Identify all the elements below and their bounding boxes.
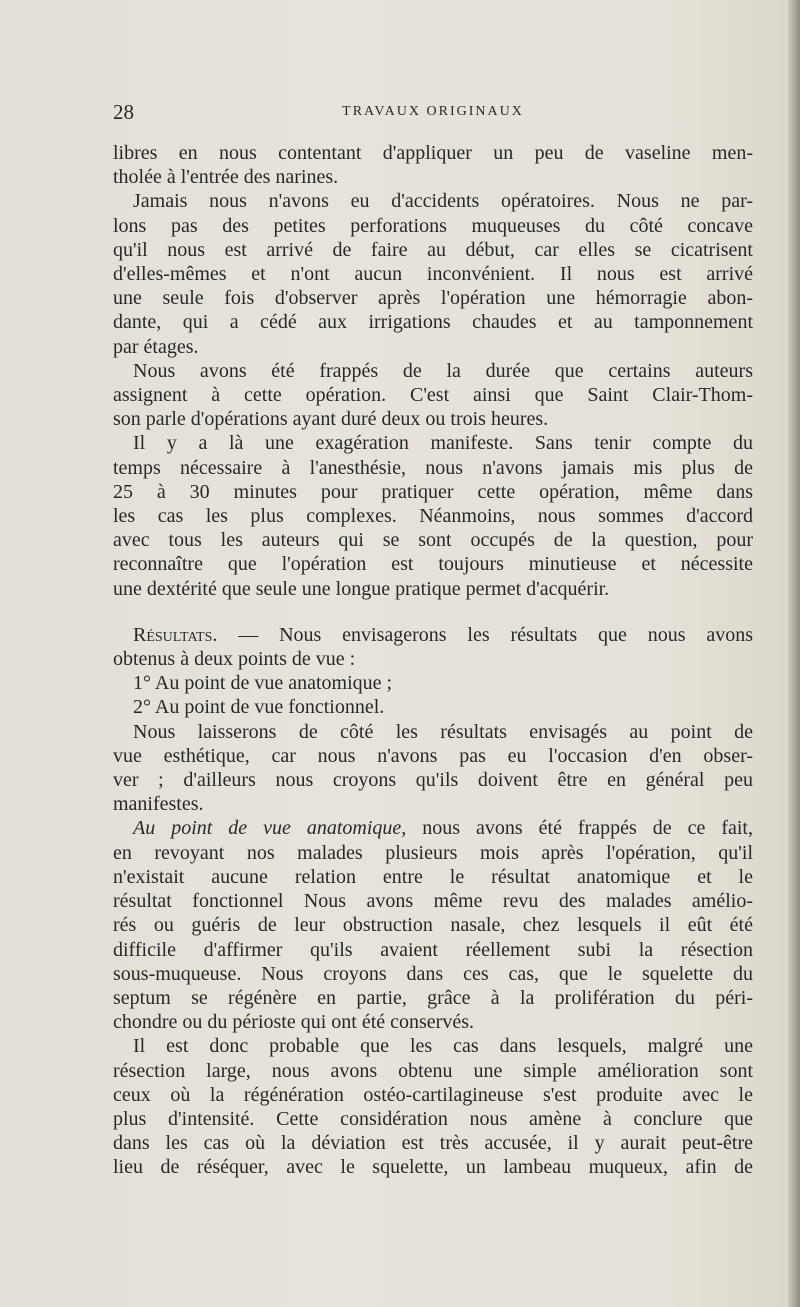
text-line: avec tous les auteurs qui se sont occupés de la question, pour xyxy=(113,529,753,552)
text-line: Nous laisserons de côté les résultats envisagés au point de xyxy=(133,720,753,743)
text-line: une seule fois d'observer après l'opération une hémorragie abon- xyxy=(113,287,753,310)
text-run: nous avons été frappés de ce fait, xyxy=(422,817,753,840)
text-line: 25 à 30 minutes pour pratiquer cette opération, même dans xyxy=(113,480,753,503)
running-title: TRAVAUX ORIGINAUX xyxy=(342,104,524,119)
text-line: résection large, nous avons obtenu une simple amélioration sont xyxy=(113,1059,753,1082)
text-line: 2° Au point de vue fonctionnel. xyxy=(133,696,385,719)
text-line: lons pas des petites perforations muqueuses du côté concave xyxy=(113,214,753,237)
text-line: Il est donc probable que les cas dans lesquels, malgré une xyxy=(133,1035,753,1058)
text-line: dante, qui a cédé aux irrigations chaudes et au tamponnement xyxy=(113,311,753,334)
text-line: Jamais nous n'avons eu d'accidents opératoires. Nous ne par- xyxy=(133,190,753,213)
text-line xyxy=(113,623,753,647)
text-line xyxy=(113,816,753,840)
text-line: tholée à l'entrée des narines. xyxy=(113,166,339,189)
text-line: plus d'intensité. Cette considération nous amène à conclure que xyxy=(113,1107,753,1130)
text-line: assignent à cette opération. C'est ainsi que Saint Clair-Thom- xyxy=(113,384,753,407)
text-line: difficile d'affirmer qu'ils avaient réellement subi la résection xyxy=(113,938,753,961)
text-line: libres en nous contentant d'appliquer un peu de vaseline men- xyxy=(113,142,753,164)
text-line: qu'il nous est arrivé de faire au début, car elles se cicatrisent xyxy=(113,238,753,261)
text-line: rés ou guéris de leur obstruction nasale, chez lesquels il eût été xyxy=(113,914,753,937)
text-run: — Nous envisagerons les résultats que nous avons xyxy=(238,623,754,646)
page-edge xyxy=(788,0,800,1307)
section-heading-resultats: Résultats. xyxy=(133,623,218,646)
text-line: par étages. xyxy=(113,335,199,358)
body-text xyxy=(113,141,753,1180)
text-line: résultat fonctionnel Nous avons même revu des malades amélio- xyxy=(113,890,753,913)
text-line: sous-muqueuse. Nous croyons dans ces cas, que le squelette du xyxy=(113,962,753,985)
text-line: d'elles-mêmes et n'ont aucun inconvénient. Il nous est arrivé xyxy=(113,263,753,286)
text-line: obtenus à deux points de vue : xyxy=(113,648,356,671)
text-line: ceux où la régénération ostéo-cartilagineuse s'est produite avec le xyxy=(113,1083,753,1106)
text-line: Nous avons été frappés de la durée que certains auteurs xyxy=(133,359,753,382)
text-line: reconnaître que l'opération est toujours minutieuse et nécessite xyxy=(113,553,753,576)
text-line: dans les cas où la déviation est très accusée, il y aurait peut-être xyxy=(113,1132,753,1155)
text-line: n'existait aucune relation entre le résultat anatomique et le xyxy=(113,865,753,888)
text-line: manifestes. xyxy=(113,793,204,816)
text-line: temps nécessaire à l'anesthésie, nous n'avons jamais mis plus de xyxy=(113,456,753,479)
text-line: son parle d'opérations ayant duré deux ou trois heures. xyxy=(113,408,549,431)
section-gap xyxy=(113,601,753,623)
text-line: les cas les plus complexes. Néanmoins, nous sommes d'accord xyxy=(113,505,753,528)
page-header xyxy=(113,100,753,124)
page-number: 28 xyxy=(113,100,134,124)
text-line: chondre ou du périoste qui ont été conservés. xyxy=(113,1011,475,1034)
text-line: en revoyant nos malades plusieurs mois après l'opération, qu'il xyxy=(113,841,753,864)
text-line: Il y a là une exagération manifeste. Sans tenir compte du xyxy=(133,432,753,455)
text-line: lieu de réséquer, avec le squelette, un lambeau muqueux, afin de xyxy=(113,1156,753,1179)
text-line: une dextérité que seule une longue pratique permet d'acquérir. xyxy=(113,577,610,600)
text-line: ver ; d'ailleurs nous croyons qu'ils doivent être en général peu xyxy=(113,769,753,792)
text-line: 1° Au point de vue anatomique ; xyxy=(133,672,393,695)
text-line: septum se régénère en partie, grâce à la prolifération du péri- xyxy=(113,986,753,1009)
subsection-heading-anatomique: Au point de vue anatomique, xyxy=(133,817,407,840)
text-line: vue esthétique, car nous n'avons pas eu l'occasion d'en obser- xyxy=(113,744,753,767)
